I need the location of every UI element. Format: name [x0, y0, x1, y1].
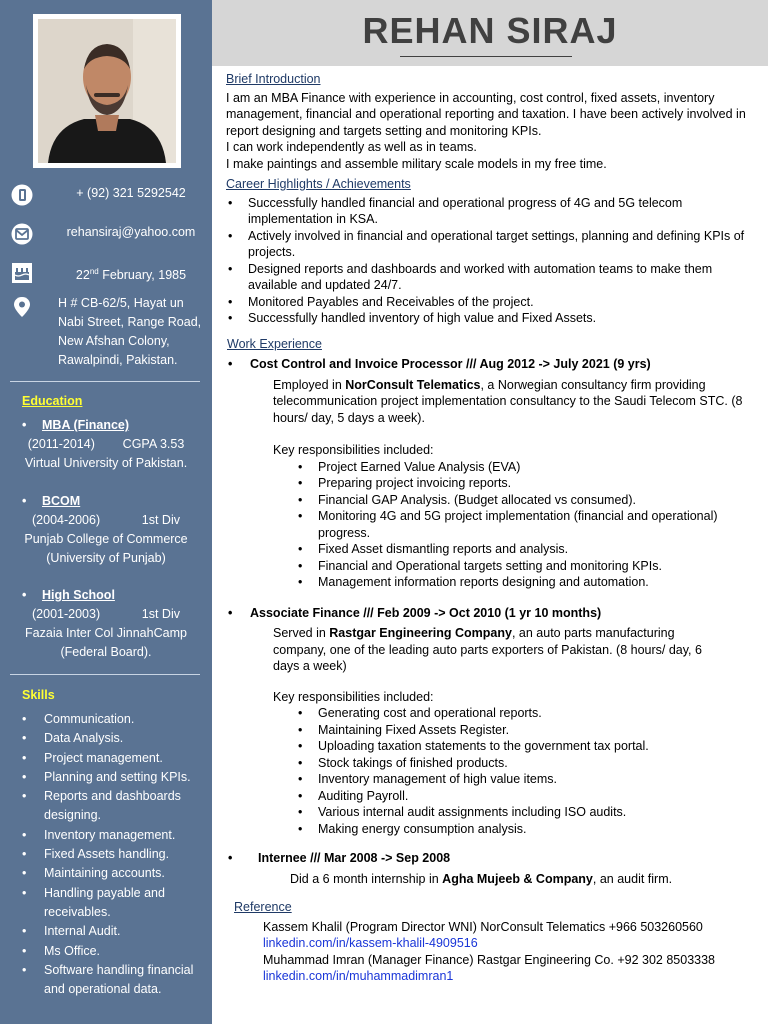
education-item-high-school: • High School (2001-2003) 1st Div Fazaia Inter Col JinnahCamp (Federal Board).: [0, 586, 212, 662]
company-name: Rastgar Engineering Company: [329, 626, 512, 640]
skill-item: • Handling payable and receivables.: [22, 884, 202, 923]
skill-item: • Project management.: [22, 749, 202, 768]
responsibilities-label: Key responsibilities included:: [273, 443, 434, 457]
profile-photo-frame: [33, 14, 181, 168]
email-icon: [11, 223, 33, 245]
responsibility-item: • Financial GAP Analysis. (Budget allocated vs consumed).: [296, 492, 761, 509]
skill-item: • Internal Audit.: [22, 922, 202, 941]
education-detail: Punjab College of Commerce: [24, 532, 188, 546]
responsibilities-list: [226, 459, 761, 591]
highlight-item: • Actively involved in financial and operational target settings, planning and defining KPIs of projects.: [226, 228, 761, 261]
highlight-item: • Designed reports and dashboards and worked with automation teams to make them available and updated 24/7.: [226, 261, 761, 294]
address-text: H # CB-62/5, Hayat un Nabi Street, Range Road, New Afshan Colony, Rawalpindi, Pakistan.: [58, 296, 202, 367]
education-detail: (2004-2006) 1st Div: [32, 513, 180, 527]
intro-heading: Brief Introduction: [226, 72, 321, 86]
reference-entry: Kassem Khalil (Program Director WNI) NorConsult Telematics +966 503260560: [263, 919, 703, 934]
sidebar: [0, 0, 212, 1024]
reference-link[interactable]: linkedin.com/in/kassem-khalil-4909516: [263, 936, 478, 950]
responsibility-item: • Generating cost and operational reports.: [296, 705, 761, 722]
skill-item: • Fixed Assets handling.: [22, 845, 202, 864]
skill-item: • Communication.: [22, 710, 202, 729]
responsibility-item: • Stock takings of finished products.: [296, 755, 761, 772]
highlight-item: • Monitored Payables and Receivables of the project.: [226, 294, 761, 311]
skills-heading: Skills: [22, 688, 55, 702]
job-title: • Associate Finance /// Feb 2009 -> Oct 2010 (1 yr 10 months): [226, 605, 761, 622]
education-detail: (2001-2003) 1st Div: [32, 607, 180, 621]
skill-item: • Data Analysis.: [22, 729, 202, 748]
highlight-item: • Successfully handled financial and operational progress of 4G and 5G telecom implementation in KSA.: [226, 195, 761, 228]
location-pin-icon: [11, 296, 33, 318]
skill-item: • Ms Office.: [22, 942, 202, 961]
education-detail: Virtual University of Pakistan.: [24, 456, 188, 470]
job-title: • Cost Control and Invoice Processor /// Aug 2012 -> July 2021 (9 yrs): [226, 356, 761, 373]
candidate-name: REHAN SIRAJ: [362, 10, 618, 51]
education-heading: Education: [22, 394, 83, 408]
responsibility-item: • Management information reports designing and automation.: [296, 574, 761, 591]
reference-link[interactable]: linkedin.com/in/muhammadimran1: [263, 969, 454, 983]
skill-item: • Reports and dashboards designing.: [22, 787, 202, 826]
job-description: Served in Rastgar Engineering Company, an auto parts manufacturing company, one of the leading auto parts exporters of Pakistan. (8 hours/ day, 6 days a week): [273, 626, 702, 673]
education-item-mba: • MBA (Finance) (2011-2014) CGPA 3.53 Virtual University of Pakistan.: [0, 416, 212, 473]
phone-number: + (92) 321 5292542: [76, 186, 186, 200]
responsibility-item: • Fixed Asset dismantling reports and analysis.: [296, 541, 761, 558]
responsibility-item: • Uploading taxation statements to the government tax portal.: [296, 738, 761, 755]
company-name: NorConsult Telematics: [345, 377, 481, 392]
education-detail: Fazaia Inter Col JinnahCamp: [25, 626, 187, 640]
skill-item: • Software handling financial and operational data.: [22, 961, 202, 1000]
intro-line: I can work independently as well as in teams.: [226, 140, 477, 154]
responsibility-item: • Project Earned Value Analysis (EVA): [296, 459, 761, 476]
birthday-cake-icon: [11, 262, 33, 284]
highlights-heading: Career Highlights / Achievements: [226, 177, 411, 191]
education-item-bcom: • BCOM (2004-2006) 1st Div Punjab College of Commerce (University of Punjab): [0, 492, 212, 568]
education-detail: (University of Punjab): [46, 551, 166, 565]
responsibility-item: • Monitoring 4G and 5G project implementation (financial and operational) progress.: [296, 508, 761, 541]
phone-icon: [11, 184, 33, 206]
main-content: [226, 70, 761, 985]
name-underline: [400, 56, 572, 57]
responsibility-item: • Various internal audit assignments including ISO audits.: [296, 804, 761, 821]
divider: [10, 381, 200, 382]
skill-item: • Maintaining accounts.: [22, 864, 202, 883]
intro-line: I make paintings and assemble military scale models in my free time.: [226, 156, 607, 171]
responsibility-item: • Preparing project invoicing reports.: [296, 475, 761, 492]
company-name: Agha Mujeeb & Company: [442, 871, 593, 886]
intro-paragraph: [226, 90, 761, 173]
responsibility-item: • Maintaining Fixed Assets Register.: [296, 722, 761, 739]
birthday-text: 22nd February, 1985: [75, 267, 187, 283]
education-detail: (2011-2014) CGPA 3.53: [27, 437, 185, 451]
skill-item: • Planning and setting KPIs.: [22, 768, 202, 787]
job-description: Did a 6 month internship in Agha Mujeeb & Company, an audit firm.: [290, 871, 673, 886]
education-detail: (Federal Board).: [60, 645, 152, 659]
intro-line: I am an MBA Finance with experience in accounting, cost control, fixed assets, inventory management, financial and operational reporting and taxation. I have been actively involved in report designing and targets setting and monitoring KPIs.: [226, 90, 746, 138]
job-description: Employed in NorConsult Telematics, a Norwegian consultancy firm providing telecommunication project implementation consultancy to the Saudi Telecom STC. (8 hours/ day, 5 days a week).: [273, 377, 743, 425]
skill-item: • Inventory management.: [22, 826, 202, 845]
reference-heading: Reference: [234, 900, 292, 914]
degree-name: MBA (Finance): [42, 418, 130, 432]
divider: [10, 674, 200, 675]
responsibility-item: • Making energy consumption analysis.: [296, 821, 761, 838]
responsibility-item: • Auditing Payroll.: [296, 788, 761, 805]
responsibilities-list: [226, 705, 761, 837]
work-heading: Work Experience: [227, 336, 322, 351]
skills-list: [22, 710, 202, 999]
job-title: • Internee /// Mar 2008 -> Sep 2008: [226, 850, 761, 867]
highlight-item: • Successfully handled inventory of high value and Fixed Assets.: [226, 310, 761, 327]
email-address[interactable]: rehansiraj@yahoo.com: [66, 225, 196, 239]
responsibility-item: • Financial and Operational targets setting and monitoring KPIs.: [296, 558, 761, 575]
responsibility-item: • Inventory management of high value items.: [296, 771, 761, 788]
degree-name: BCOM: [42, 494, 81, 508]
responsibilities-label: Key responsibilities included:: [273, 689, 434, 704]
profile-photo: [38, 19, 176, 163]
reference-entry: Muhammad Imran (Manager Finance) Rastgar Engineering Co. +92 302 8503338: [263, 952, 715, 967]
highlights-list: [226, 195, 761, 327]
degree-name: High School: [42, 588, 115, 602]
